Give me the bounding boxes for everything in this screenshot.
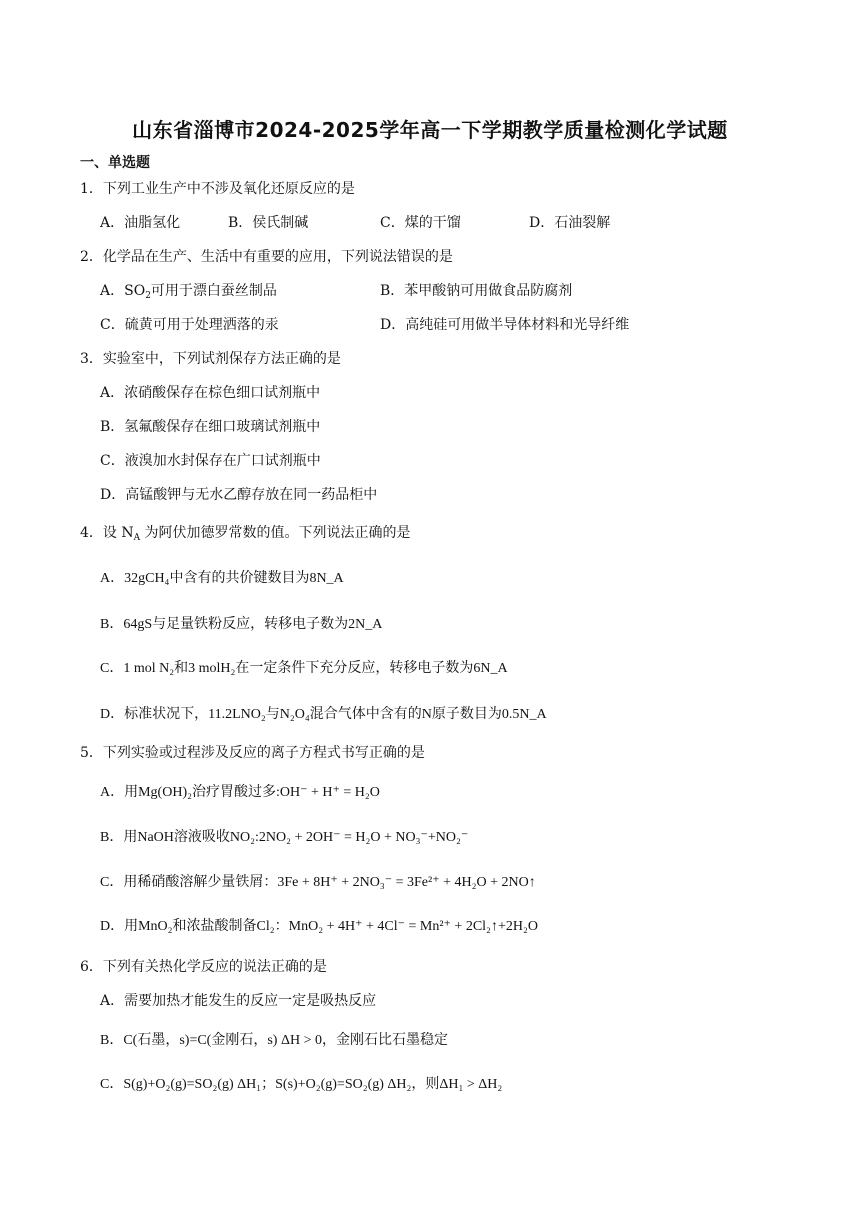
q4-option-c[interactable]: C．1 mol N₂和3 molH₂在一定条件下充分反应，转移电子数为6N_A — [100, 661, 508, 676]
q6-option-c[interactable]: C．S(g)+O₂(g)=SO₂(g) ΔH₁；S(s)+O₂(g)=SO₂(g) ΔH₂，则ΔH₁ > ΔH₂ — [100, 1077, 503, 1092]
q2-option-a-pre: A．SO — [100, 283, 146, 299]
q4-stem-post: 为阿伏加德罗常数的值。下列说法正确的是 — [140, 525, 411, 541]
question-2-stem: 2．化学品在生产、生活中有重要的应用，下列说法错误的是 — [80, 249, 453, 265]
q3-option-b[interactable]: B．氢氟酸保存在细口玻璃试剂瓶中 — [100, 419, 321, 435]
question-5-stem: 5．下列实验或过程涉及反应的离子方程式书写正确的是 — [80, 745, 425, 761]
q3-option-a[interactable]: A．浓硝酸保存在棕色细口试剂瓶中 — [100, 385, 321, 401]
page-title: 山东省淄博市2024-2025学年高一下学期教学质量检测化学试题 — [132, 118, 728, 142]
q1-option-b[interactable]: B．侯氏制碱 — [228, 215, 309, 231]
q2-option-b[interactable]: B．苯甲酸钠可用做食品防腐剂 — [380, 283, 573, 299]
q1-option-d[interactable]: D．石油裂解 — [529, 215, 611, 231]
q5-option-c[interactable]: C．用稀硝酸溶解少量铁屑：3Fe + 8H⁺ + 2NO₃⁻ = 3Fe²⁺ + 4H₂O + 2NO↑ — [100, 875, 536, 890]
q2-option-a[interactable] — [100, 282, 277, 300]
q4-option-d[interactable]: D．标准状况下，11.2LNO₂与N₂O₄混合气体中含有的N原子数目为0.5N_A — [100, 707, 547, 722]
question-3-stem: 3．实验室中，下列试剂保存方法正确的是 — [80, 351, 341, 367]
q1-option-a[interactable]: A．油脂氢化 — [100, 215, 181, 231]
q6-option-b[interactable]: B．C(石墨，s)=C(金刚石，s) ΔH > 0，金刚石比石墨稳定 — [100, 1033, 448, 1048]
q2-option-a-post: 可用于漂白蚕丝制品 — [150, 283, 277, 299]
q2-option-c[interactable]: C．硫黄可用于处理洒落的汞 — [100, 317, 279, 333]
question-6-stem: 6．下列有关热化学反应的说法正确的是 — [80, 959, 327, 975]
q2-option-a-sub: 2 — [145, 291, 151, 301]
q1-option-c[interactable]: C．煤的干馏 — [380, 215, 461, 231]
q4-option-a[interactable]: A．32gCH₄中含有的共价键数目为8N_A — [100, 571, 344, 586]
section-heading: 一、单选题 — [80, 155, 150, 171]
q2-option-d[interactable]: D．高纯硅可用做半导体材料和光导纤维 — [380, 317, 630, 333]
q4-stem-pre: 4．设 N — [80, 525, 134, 541]
q4-stem-sub: A — [133, 533, 141, 543]
question-4-stem — [80, 524, 411, 542]
question-1-stem: 1．下列工业生产中不涉及氧化还原反应的是 — [80, 181, 355, 197]
q3-option-c[interactable]: C．液溴加水封保存在广口试剂瓶中 — [100, 453, 321, 469]
q4-option-b[interactable]: B．64gS与足量铁粉反应，转移电子数为2N_A — [100, 617, 383, 632]
q5-option-a[interactable]: A．用Mg(OH)₂治疗胃酸过多:OH⁻ + H⁺ = H₂O — [100, 785, 380, 800]
q5-option-b[interactable]: B．用NaOH溶液吸收NO₂:2NO₂ + 2OH⁻ = H₂O + NO₃⁻+NO₂⁻ — [100, 830, 469, 845]
q5-option-d[interactable]: D．用MnO₂和浓盐酸制备Cl₂：MnO₂ + 4H⁺ + 4Cl⁻ = Mn²⁺ + 2Cl₂↑+2H₂O — [100, 919, 538, 934]
q3-option-d[interactable]: D．高锰酸钾与无水乙醇存放在同一药品柜中 — [100, 487, 378, 503]
q6-option-a[interactable]: A．需要加热才能发生的反应一定是吸热反应 — [100, 993, 377, 1009]
